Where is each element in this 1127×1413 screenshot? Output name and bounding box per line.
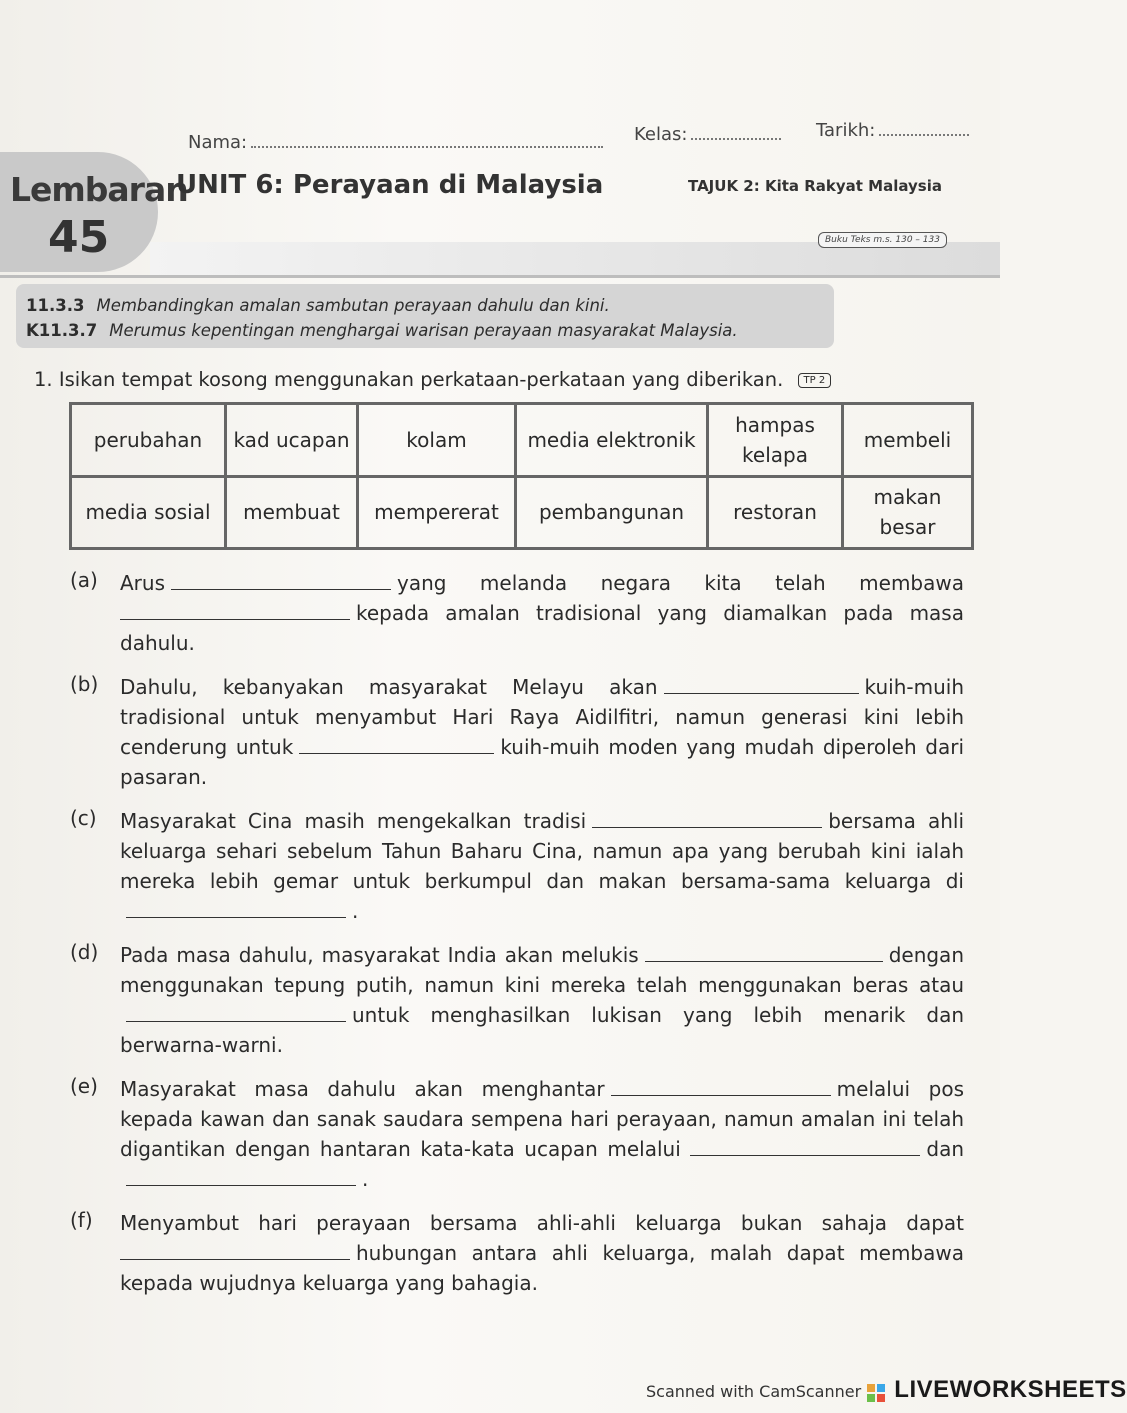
answer-blank-c2[interactable] [126, 897, 346, 918]
question-number: 1. [34, 368, 53, 391]
tp-badge: TP 2 [798, 373, 832, 388]
answer-blank-e2[interactable] [690, 1135, 920, 1156]
item-c [70, 806, 970, 926]
item-text: Menyambut hari perayaan bersama ahli-ahli keluarga bukan sahaja dapat hubungan antara ahli keluarga, malah dapat membawa kepada wujudnya keluarga yang bahagia. [120, 1211, 964, 1295]
word-bank-row [71, 404, 973, 477]
item-label: (c) [70, 806, 97, 830]
item-text: Dahulu, kebanyakan masyarakat Melayu akan kuih-muih tradisional untuk menyambut Hari Raya Aidilfitri, namun generasi kini lebih cenderung untuk kuih-muih moden yang mudah diperoleh dari pasaran. [120, 675, 965, 789]
word-bank-cell[interactable]: membeli [843, 404, 973, 477]
nama-label: Nama: [188, 132, 248, 153]
word-bank-cell[interactable]: hampas kelapa [708, 404, 843, 477]
objective-1 [26, 296, 610, 315]
word-bank-row [71, 476, 973, 549]
question-items [70, 568, 970, 1312]
topic-title: TAJUK 2: Kita Rakyat Malaysia [688, 177, 942, 195]
word-bank-cell[interactable]: pembangunan [516, 476, 708, 549]
answer-blank-a1[interactable] [171, 569, 391, 590]
lembaran-number: 45 [48, 212, 110, 263]
item-b [70, 672, 970, 792]
answer-blank-a2[interactable] [120, 599, 350, 620]
item-label: (d) [70, 940, 99, 964]
textbook-reference: Buku Teks m.s. 130 – 133 [818, 232, 947, 248]
word-bank-cell[interactable]: kad ucapan [226, 404, 358, 477]
answer-blank-d2[interactable] [126, 1001, 346, 1022]
item-text: Arus yang melanda negara kita telah membawa kepada amalan tradisional yang diamalkan pada masa dahulu. [120, 571, 964, 655]
objective-text: Merumus kepentingan menghargai warisan perayaan masyarakat Malaysia. [109, 321, 738, 340]
tarikh-label: Tarikh: [816, 120, 876, 141]
scanner-watermark: Scanned with CamScanner [646, 1382, 862, 1401]
item-label: (e) [70, 1074, 98, 1098]
word-bank-cell[interactable]: membuat [226, 476, 358, 549]
answer-blank-b1[interactable] [664, 673, 859, 694]
liveworksheets-logo-icon [866, 1383, 886, 1403]
word-bank-table [69, 402, 974, 550]
lembaran-label: Lembaran [10, 170, 188, 209]
answer-blank-f1[interactable] [120, 1239, 350, 1260]
item-label: (a) [70, 568, 98, 592]
item-f [70, 1208, 970, 1298]
word-bank-cell[interactable]: mempererat [358, 476, 516, 549]
kelas-field[interactable] [634, 124, 781, 145]
kelas-label: Kelas: [634, 124, 688, 145]
header-divider [0, 275, 1000, 278]
item-text: Masyarakat masa dahulu akan menghantar melalui pos kepada kawan dan sanak saudara sempena hari perayaan, namun amalan ini telah digantikan dengan hantaran kata-kata ucapan melalui dan. [120, 1077, 965, 1191]
objective-2 [26, 321, 738, 340]
item-text: Masyarakat Cina masih mengekalkan tradisi bersama ahli keluarga sehari sebelum Tahun Baharu Cina, namun apa yang berubah kini ialah mereka lebih gemar untuk berkumpul dan makan bersama-sama keluarga di. [120, 809, 964, 923]
question-instruction [34, 368, 831, 391]
answer-blank-e3[interactable] [126, 1165, 356, 1186]
answer-blank-e1[interactable] [611, 1075, 831, 1096]
objective-code: K11.3.7 [26, 321, 98, 340]
item-text: Pada masa dahulu, masyarakat India akan melukis dengan menggunakan tepung putih, namun kini mereka telah menggunakan beras atauuntuk menghasilkan lukisan yang lebih menarik dan berwarna-warni. [120, 943, 964, 1057]
objective-code: 11.3.3 [26, 296, 85, 315]
question-text: Isikan tempat kosong menggunakan perkataan-perkataan yang diberikan. [58, 368, 784, 391]
answer-blank-d1[interactable] [645, 941, 883, 962]
tarikh-field[interactable] [816, 120, 969, 141]
word-bank-cell[interactable]: media sosial [71, 476, 226, 549]
item-label: (f) [70, 1208, 93, 1232]
word-bank-cell[interactable]: perubahan [71, 404, 226, 477]
word-bank-cell[interactable]: restoran [708, 476, 843, 549]
answer-blank-b2[interactable] [299, 733, 494, 754]
nama-field[interactable] [188, 132, 603, 153]
word-bank-cell[interactable]: kolam [358, 404, 516, 477]
unit-title: UNIT 6: Perayaan di Malaysia [176, 170, 604, 200]
liveworksheets-brand[interactable]: LIVEWORKSHEETS [894, 1376, 1127, 1403]
footer [646, 1376, 1127, 1404]
item-label: (b) [70, 672, 99, 696]
item-e [70, 1074, 970, 1194]
item-a [70, 568, 970, 658]
item-d [70, 940, 970, 1060]
objective-text: Membandingkan amalan sambutan perayaan dahulu dan kini. [96, 296, 610, 315]
word-bank-cell[interactable]: media elektronik [516, 404, 708, 477]
word-bank-cell[interactable]: makan besar [843, 476, 973, 549]
answer-blank-c1[interactable] [592, 807, 822, 828]
